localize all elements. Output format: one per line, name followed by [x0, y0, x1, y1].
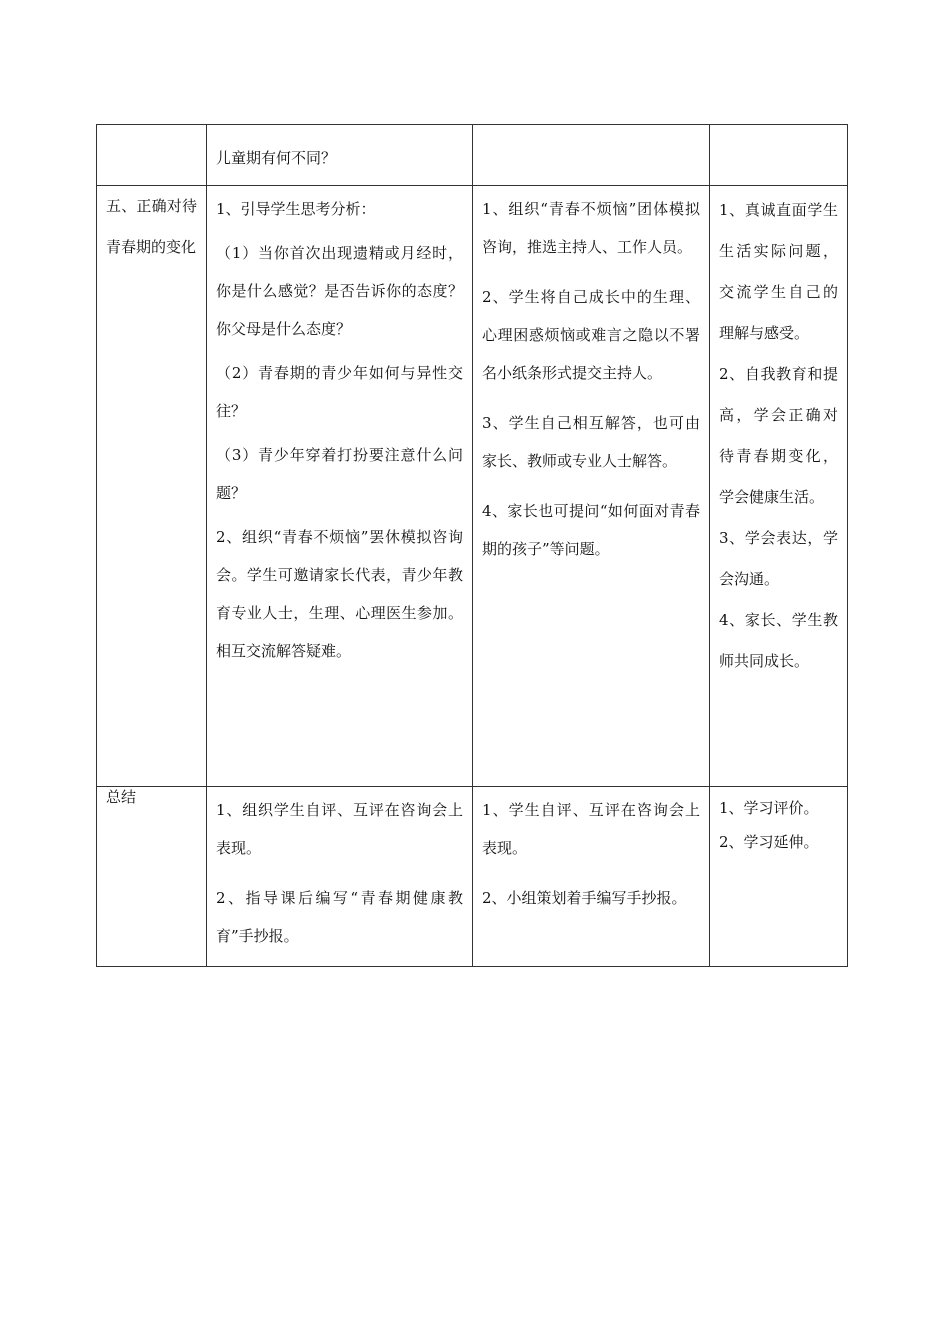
table-row: [97, 186, 848, 787]
table-cell-intent: [710, 787, 848, 967]
teacher-activity: （2）青春期的青少年如何与异性交往？: [216, 364, 463, 420]
stage-title: 总结: [106, 788, 137, 806]
table-cell-student: [473, 186, 710, 787]
teacher-activity: 2、指导课后编写“青春期健康教育”手抄报。: [216, 889, 463, 945]
design-intent: 1、学习评价。: [719, 799, 819, 817]
table-cell-student: [473, 787, 710, 967]
table-cell-teacher: [207, 787, 473, 967]
design-intent: 4、家长、学生教师共同成长。: [719, 611, 838, 670]
design-intent: 3、学会表达，学会沟通。: [719, 529, 838, 588]
teacher-activity: 1、组织学生自评、互评在咨询会上表现。: [216, 801, 463, 857]
table-row: [97, 787, 848, 967]
table-cell-teacher: [207, 186, 473, 787]
cell-text: 儿童期有何不同？: [216, 149, 337, 167]
design-intent: 2、学习延伸。: [719, 833, 819, 851]
stage-title: 五、正确对待青春期的变化: [106, 197, 197, 256]
design-intent: 2、自我教育和提高，学会正确对待青春期变化，学会健康生活。: [719, 365, 838, 506]
student-activity: 4、家长也可提问“如何面对青春期的孩子”等问题。: [482, 502, 700, 558]
student-activity: 1、学生自评、互评在咨询会上表现。: [482, 801, 700, 857]
table-cell-intent: [710, 186, 848, 787]
student-activity: 1、组织“青春不烦恼”团体模拟咨询，推选主持人、工作人员。: [482, 200, 700, 256]
table-cell-teacher: [207, 125, 473, 186]
student-activity: 2、学生将自己成长中的生理、心理困惑烦恼或难言之隐以不署名小纸条形式提交主持人。: [482, 288, 700, 382]
student-activity: 3、学生自己相互解答，也可由家长、教师或专业人士解答。: [482, 414, 700, 470]
lesson-plan-table: [96, 124, 848, 967]
teacher-activity: 1、引导学生思考分析：: [216, 200, 376, 218]
table-cell-intent: [710, 125, 848, 186]
table-row: [97, 125, 848, 186]
table-cell-student: [473, 125, 710, 186]
design-intent: 1、真诚直面学生生活实际问题，交流学生自己的理解与感受。: [719, 201, 838, 342]
teacher-activity: 2、组织“青春不烦恼”罢休模拟咨询会。学生可邀请家长代表，青少年教育专业人士，生理、心理医生参加。相互交流解答疑难。: [216, 528, 463, 660]
table-cell-stage: [97, 186, 207, 787]
teacher-activity: （1）当你首次出现遗精或月经时，你是什么感觉？是否告诉你的态度？你父母是什么态度？: [216, 244, 463, 338]
teacher-activity: （3）青少年穿着打扮要注意什么问题？: [216, 446, 463, 502]
table-cell-stage: [97, 125, 207, 186]
table-cell-stage: [97, 787, 207, 967]
student-activity: 2、小组策划着手编写手抄报。: [482, 889, 687, 907]
